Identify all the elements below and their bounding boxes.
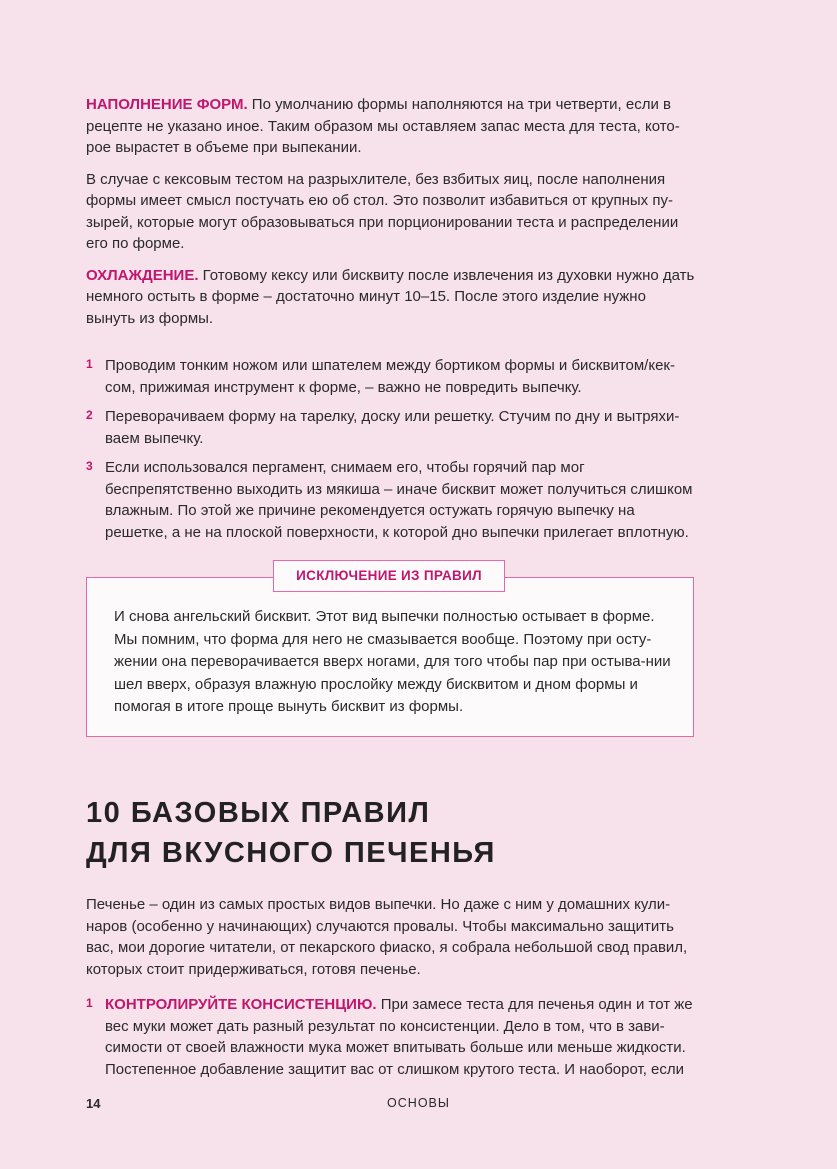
section-heading <box>86 793 496 873</box>
step-text: Если использовался пергамент, снимаем его, чтобы горячий пар мог беспрепятственно выходить из мякиша – иначе бисквит может получиться слишком влажным. По этой же причине рекомендуется остужать горячую выпечку на решетке, а не на плоской поверхности, к которой дно выпечки прилегает вплотную. <box>105 459 693 541</box>
rule-number: 1 <box>86 996 93 1010</box>
section-heading-line2: ДЛЯ ВКУСНОГО ПЕЧЕНЬЯ <box>86 837 496 869</box>
rule-item <box>86 994 717 1080</box>
step-number: 1 <box>86 357 93 371</box>
filling-text: По умолчанию формы наполняются на три четверти, если в рецепте не указано иное. Таким образом мы оставляем запас места для теста, кото-рое вырастет в объеме при выпекании. <box>86 96 680 156</box>
steps-list <box>86 355 698 543</box>
step-number: 2 <box>86 408 93 422</box>
cooling-paragraph <box>86 265 698 330</box>
page-number: 14 <box>86 1096 101 1111</box>
list-item <box>86 406 698 449</box>
filling-paragraph <box>86 94 698 159</box>
section-name: ОСНОВЫ <box>387 1096 450 1110</box>
rule-lead: КОНТРОЛИРУЙТЕ КОНСИСТЕНЦИЮ. <box>105 996 377 1013</box>
cooling-text: Готовому кексу или бисквиту после извлечения из духовки нужно дать немного остыть в форме – достаточно минут 10–15. После этого изделие нужно вынуть из формы. <box>86 266 695 327</box>
top-text-block <box>86 94 698 551</box>
filling-lead: НАПОЛНЕНИЕ ФОРМ. <box>86 96 248 113</box>
rule-body: При замесе теста для печенья один и тот же вес муки может дать разный результат по консистенции. Дело в том, что в зави-симости от своей влажности мука может впитывать больше или меньше жидкости. Постепенное добавление защитит вас от слишком крутого теста. И наоборот, если <box>105 996 693 1078</box>
exception-callout-title: ИСКЛЮЧЕНИЕ ИЗ ПРАВИЛ <box>273 560 505 592</box>
rule-text <box>105 994 717 1080</box>
tapping-paragraph: В случае с кексовым тестом на разрыхлителе, без взбитых яиц, после наполнения формы имеет смысл постучать ею об стол. Это позволит избавиться от крупных пу-зырей, которые могут образовываться при порционировании теста и распределении его по форме. <box>86 170 679 252</box>
intro-paragraph: Печенье – один из самых простых видов выпечки. Но даже с ним у домашних кули-наров (особенно у начинающих) случаются провалы. Чтобы максимально защитить вас, мои дорогие читатели, от пекарского фиаско, я собрала небольшой свод правил, которых стоит придерживаться, готовя печенье. <box>86 896 688 978</box>
exception-callout-text: И снова ангельский бисквит. Этот вид выпечки полностью остывает в форме. Мы помним, что форма для него не смазывается вообще. Поэтому при осту-жении она переворачивается вверх ногами, для того чтобы пар при остыва-нии шел вверх, образуя влажную прослойку между бисквитом и дном формы и помогая в итоге проще вынуть бисквит из формы. <box>114 608 671 715</box>
step-text: Переворачиваем форму на тарелку, доску или решетку. Стучим по дну и вытряхи-ваем выпечку. <box>105 408 680 447</box>
step-number: 3 <box>86 459 93 473</box>
section-heading-line1: 10 БАЗОВЫХ ПРАВИЛ <box>86 797 431 829</box>
step-text: Проводим тонким ножом или шпателем между бортиком формы и бисквитом/кек-сом, прижимая инструмент к форме, – важно не повредить выпечку. <box>105 357 675 396</box>
list-item <box>86 457 698 543</box>
cooling-lead: ОХЛАЖДЕНИЕ. <box>86 266 199 284</box>
list-item <box>86 355 698 398</box>
